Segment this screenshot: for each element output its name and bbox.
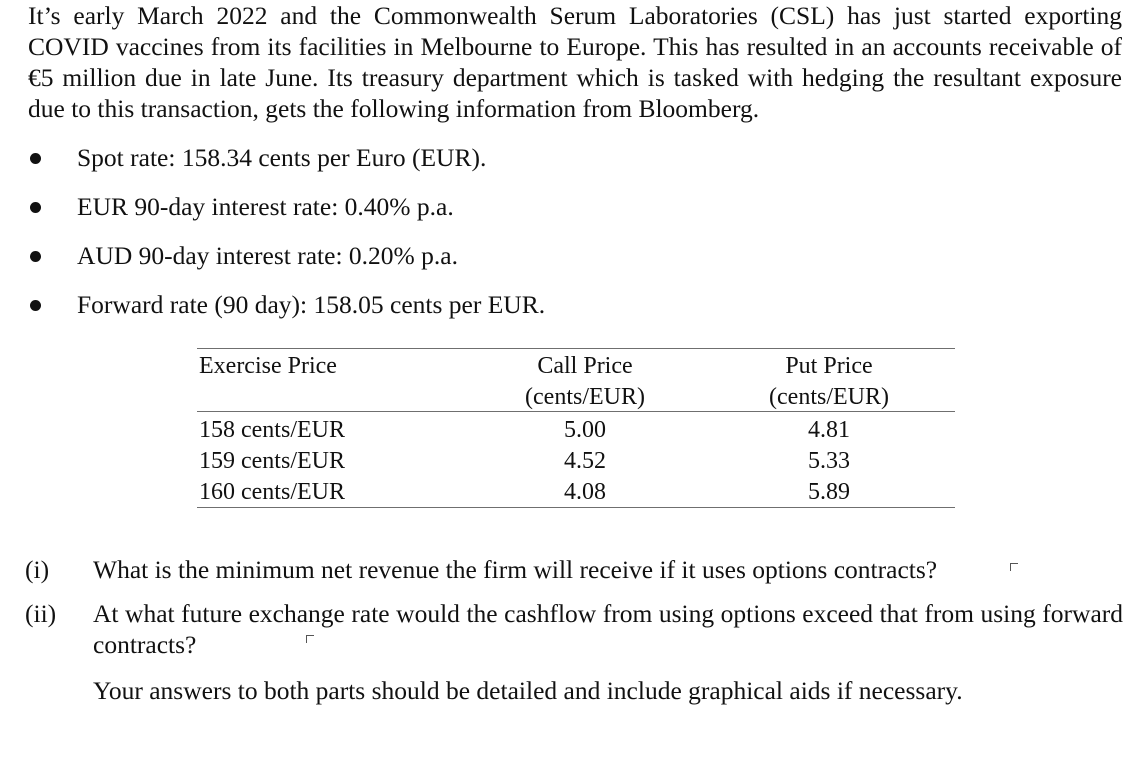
list-item: [0, 141, 1137, 175]
table-top-rule: [197, 348, 955, 349]
table-cell-call: 5.00: [564, 417, 606, 443]
table-cell-put: 5.89: [808, 479, 850, 505]
eur-interest-rate-text: EUR 90-day interest rate: 0.40% p.a.: [77, 192, 454, 221]
table-header-rule: [197, 411, 955, 412]
header-call-unit: (cents/EUR): [525, 384, 645, 410]
table-cell-call: 4.08: [564, 479, 606, 505]
intro-paragraph: It’s early March 2022 and the Commonwealth Serum Laboratories (CSL) has just started exporting COVID vaccines from its facilities in Melbourne to Europe. This has resulted in an accounts receivable of €5 million due in late June. Its treasury department which is tasked with hedging the resultant exposure due to this transaction, gets the following information from Bloomberg.: [28, 1, 1122, 123]
header-exercise-price: Exercise Price: [199, 353, 337, 379]
table-cell-put: 5.33: [808, 448, 850, 474]
table-cell-exercise: 158 cents/EUR: [199, 417, 345, 443]
table-cell-put: 4.81: [808, 417, 850, 443]
header-put-unit: (cents/EUR): [769, 384, 889, 410]
table-cell-exercise: 159 cents/EUR: [199, 448, 345, 474]
bullet-icon: [30, 251, 41, 262]
closing-instruction: Your answers to both parts should be detailed and include graphical aids if necessary.: [93, 676, 963, 705]
table-cell-exercise: 160 cents/EUR: [199, 479, 345, 505]
question-number: (i): [25, 555, 50, 584]
header-put-price: Put Price: [785, 353, 873, 379]
mark-icon: [1010, 563, 1018, 571]
question-text: What is the minimum net revenue the firm will receive if it uses options contracts?: [93, 555, 938, 584]
question-number: (ii): [25, 599, 57, 628]
bullet-icon: [30, 300, 41, 311]
list-item: [0, 239, 1137, 273]
table-cell-call: 4.52: [564, 448, 606, 474]
aud-interest-rate-text: AUD 90-day interest rate: 0.20% p.a.: [77, 241, 458, 270]
bullet-icon: [30, 153, 41, 164]
header-call-price: Call Price: [537, 353, 633, 379]
list-item: [0, 288, 1137, 322]
question-text: At what future exchange rate would the cashflow from using options exceed that from using forward contracts?: [93, 599, 1123, 659]
bullet-icon: [30, 202, 41, 213]
forward-rate-text: Forward rate (90 day): 158.05 cents per EUR.: [77, 290, 546, 319]
table-bottom-rule: [197, 507, 955, 508]
mark-icon: [306, 635, 314, 643]
list-item: [0, 190, 1137, 224]
spot-rate-text: Spot rate: 158.34 cents per Euro (EUR).: [77, 143, 487, 172]
